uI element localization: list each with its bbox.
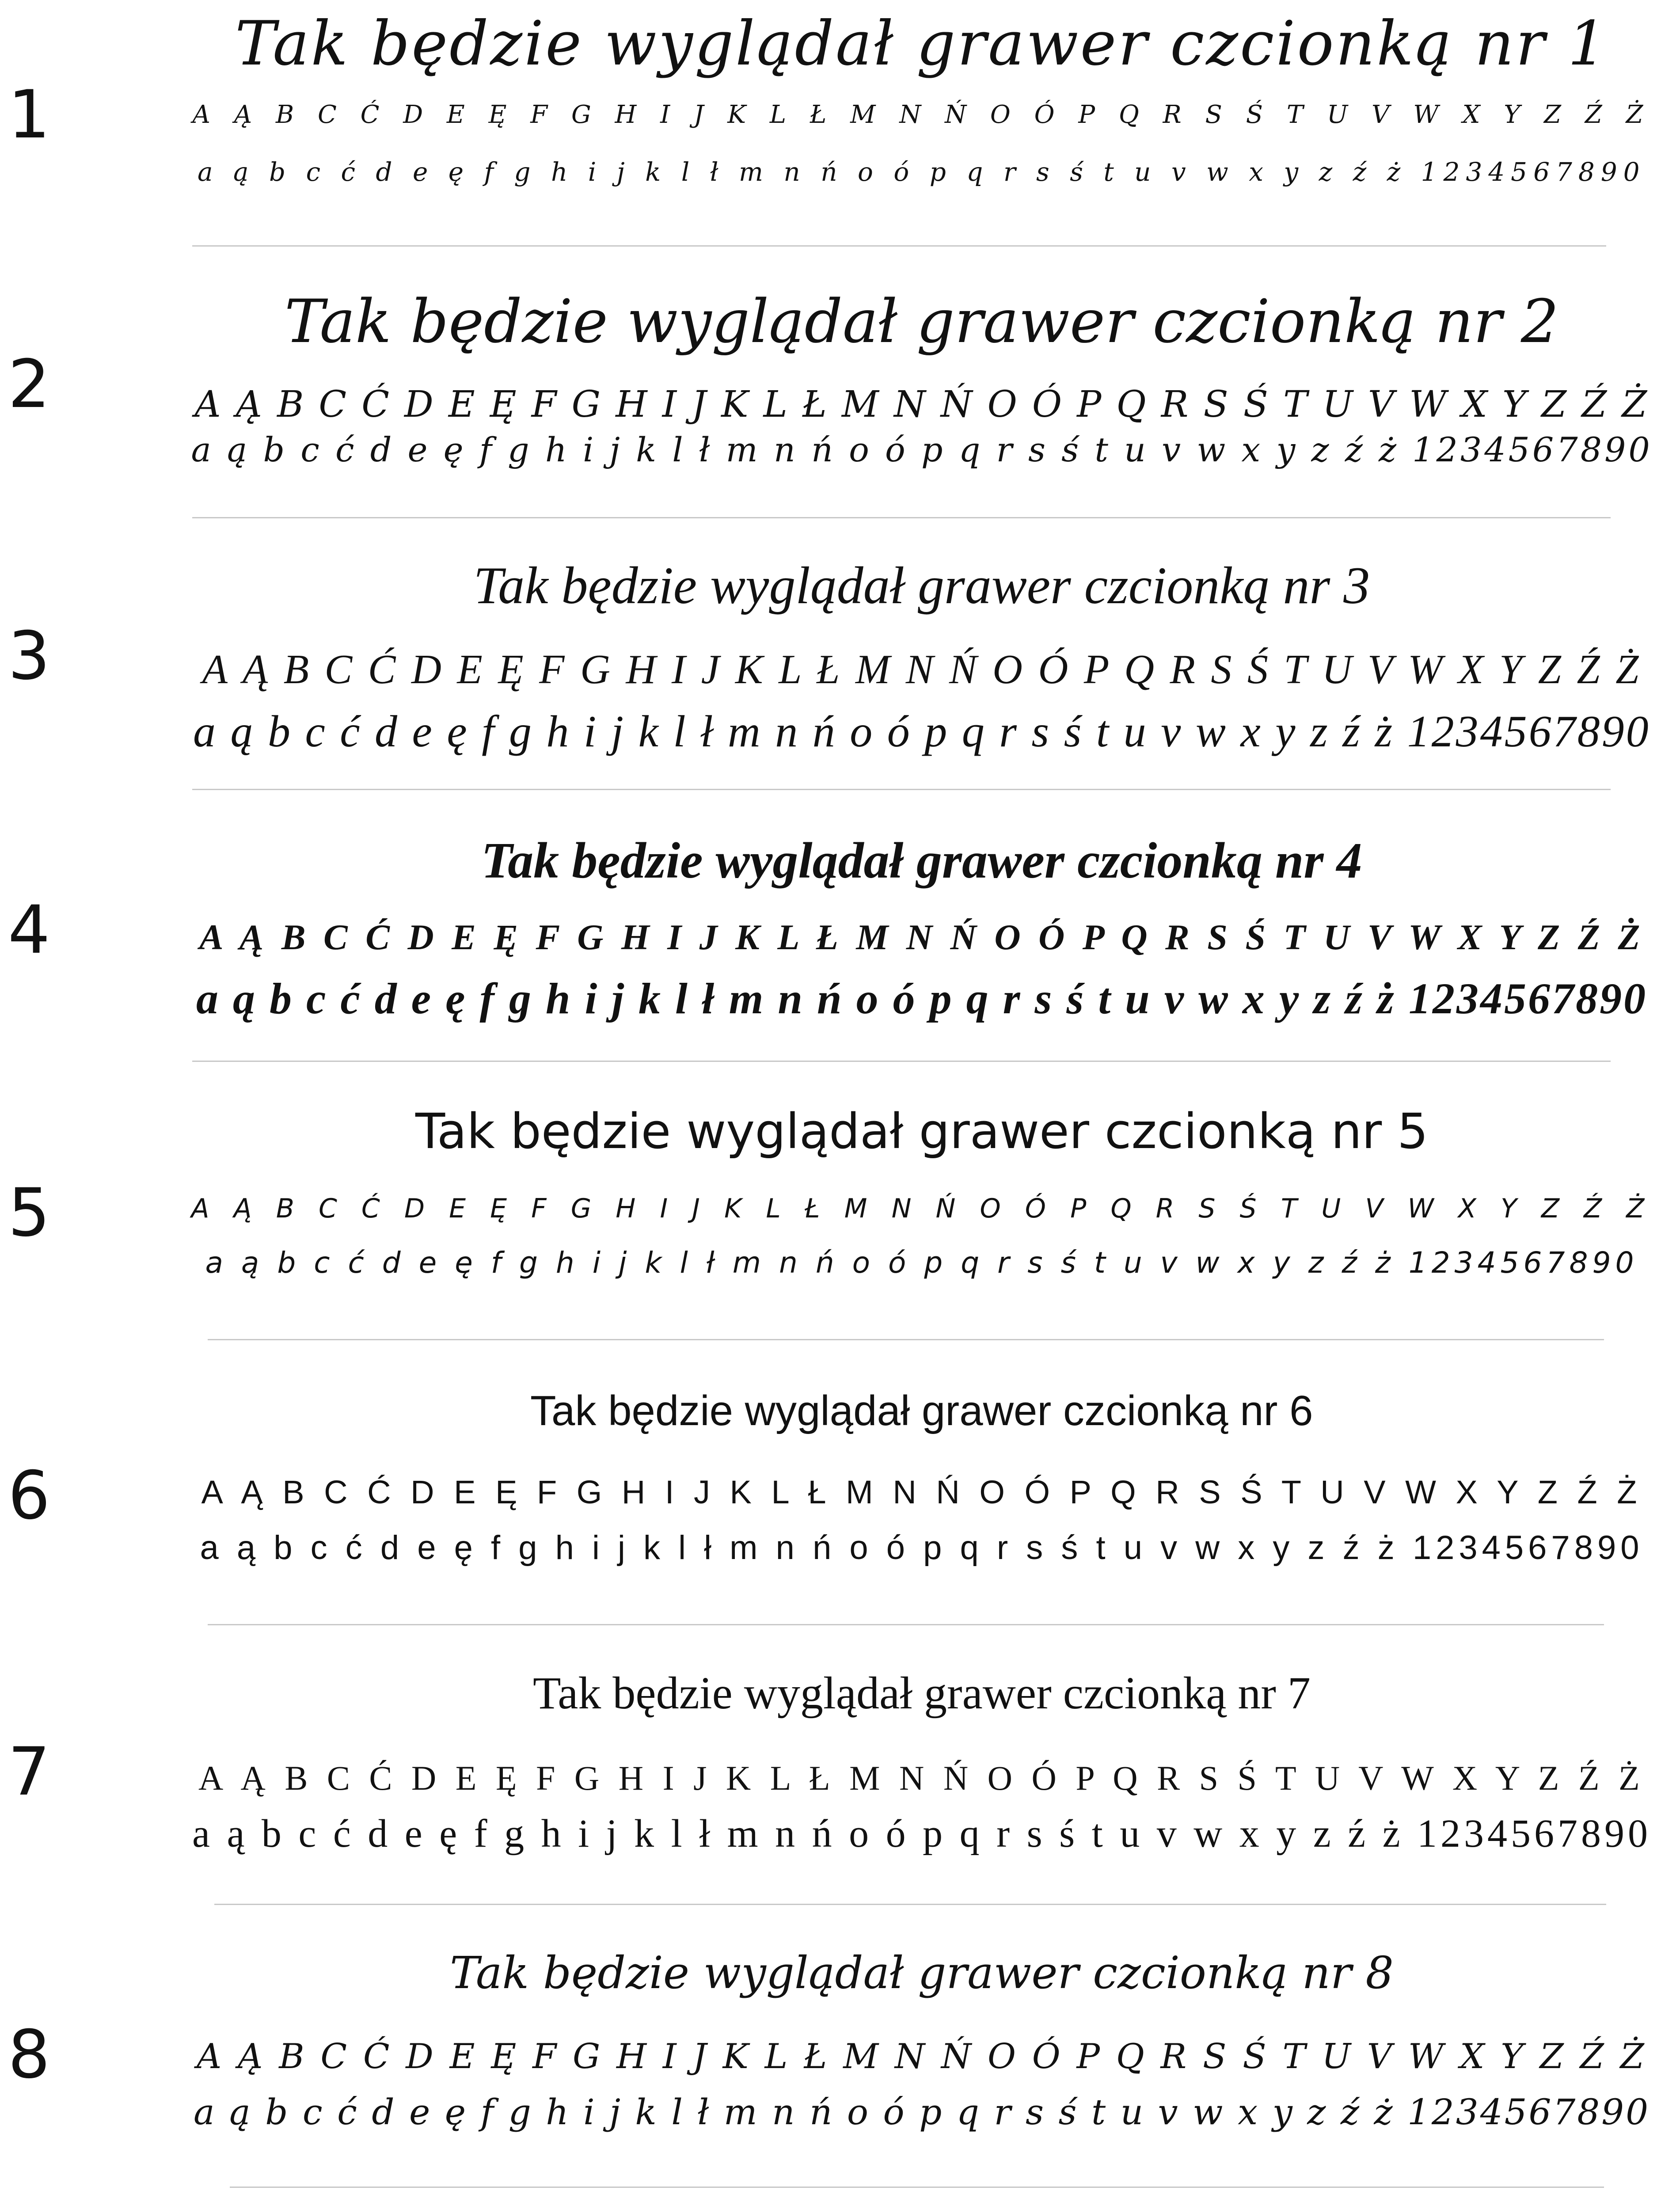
lowercase-alphabet-digits: a ą b c ć d e ę f g h i j k l ł m n ń o ó p q r s ś t u v w x y z ź ż 1234567890 xyxy=(194,2092,1650,2133)
lowercase-alphabet-digits: a ą b c ć d e ę f g h i j k l ł m n ń o ó p q r s ś t u v w x y z ź ż 1234567890 xyxy=(193,707,1650,757)
uppercase-alphabet: A Ą B C Ć D E Ę F G H I J K L Ł M N Ń O Ó P Q R S Ś T U V W X Y Z Ź Ż xyxy=(194,384,1649,426)
lowercase-alphabet-digits: a ą b c ć d e ę f g h i j k l ł m n ń o ó p q r s ś t u v w x y z ź ż 1234567890 xyxy=(205,1246,1638,1280)
uppercase-alphabet: A Ą B C Ć D E Ę F G H I J K L Ł M N Ń O Ó P Q R S Ś T U V W X Y Z Ź Ż xyxy=(199,917,1645,957)
divider xyxy=(214,1904,1606,1905)
divider xyxy=(208,1624,1604,1625)
sample-title: Tak będzie wyglądał grawer czcionką nr 7 xyxy=(533,1668,1311,1719)
uppercase-alphabet: A Ą B C Ć D E Ę F G H I J K L Ł M N Ń O Ó P Q R S Ś T U V W X Y Z Ź Ż xyxy=(191,1193,1653,1224)
lowercase-alphabet-digits: a ą b c ć d e ę f g h i j k l ł m n ń o ó p q r s ś t u v w x y z ź ż 1234567890 xyxy=(196,974,1647,1023)
sample-title: Tak będzie wyglądał grawer czcionką nr 1 xyxy=(235,8,1608,79)
sample-title: Tak będzie wyglądał grawer czcionką nr 8 xyxy=(450,1947,1394,1999)
sample-title: Tak będzie wyglądał grawer czcionką nr 4 xyxy=(481,833,1362,889)
font-number: 5 xyxy=(8,1175,50,1251)
divider xyxy=(230,2187,1604,2188)
font-sample-6 xyxy=(0,1381,1680,1637)
font-sample-2 xyxy=(0,274,1680,526)
sample-title: Tak będzie wyglądał grawer czcionką nr 3 xyxy=(473,556,1370,615)
sample-title: Tak będzie wyglądał grawer czcionką nr 2 xyxy=(285,287,1559,356)
uppercase-alphabet: A Ą B C Ć D E Ę F G H I J K L Ł M N Ń O Ó P Q R S Ś T U V W X Y Z Ź Ż xyxy=(198,1759,1645,1797)
divider xyxy=(192,789,1611,790)
uppercase-alphabet: A Ą B C Ć D E Ę F G H I J K L Ł M N Ń O Ó P Q R S Ś T U V W X Y Z Ź Ż xyxy=(197,2037,1647,2076)
sample-title: Tak będzie wyglądał grawer czcionką nr 5 xyxy=(415,1103,1429,1160)
font-number: 3 xyxy=(8,618,50,695)
font-number: 2 xyxy=(8,346,50,423)
font-number: 1 xyxy=(8,76,50,153)
font-number: 7 xyxy=(8,1734,50,1810)
font-sample-8 xyxy=(0,1942,1680,2202)
font-sample-4 xyxy=(0,824,1680,1076)
font-sample-1 xyxy=(0,0,1680,252)
font-number: 6 xyxy=(8,1457,50,1534)
font-sample-3 xyxy=(0,548,1680,800)
uppercase-alphabet: A Ą B C Ć D E Ę F G H I J K L Ł M N Ń O Ó P Q R S Ś T U V W X Y Z Ź Ż xyxy=(192,100,1651,129)
divider xyxy=(192,517,1611,518)
uppercase-alphabet: A Ą B C Ć D E Ę F G H I J K L Ł M N Ń O Ó P Q R S Ś T U V W X Y Z Ź Ż xyxy=(202,647,1642,692)
divider xyxy=(208,1339,1604,1340)
font-sample-5 xyxy=(0,1098,1680,1354)
sample-title: Tak będzie wyglądał grawer czcionką nr 6 xyxy=(530,1387,1313,1434)
font-sample-7 xyxy=(0,1662,1680,1918)
font-number: 4 xyxy=(8,892,50,969)
divider xyxy=(192,245,1606,247)
divider xyxy=(192,1061,1611,1062)
lowercase-alphabet-digits: a ą b c ć d e ę f g h i j k l ł m n ń o ó p q r s ś t u v w x y z ź ż 1234567890 xyxy=(191,430,1653,469)
lowercase-alphabet-digits: a ą b c ć d e ę f g h i j k l ł m n ń o ó p q r s ś t u v w x y z ź ż 1234567890 xyxy=(198,157,1646,187)
font-number: 8 xyxy=(8,2016,50,2093)
uppercase-alphabet: A Ą B C Ć D E Ę F G H I J K L Ł M N Ń O Ó P Q R S Ś T U V W X Y Z Ź Ż xyxy=(201,1474,1642,1510)
lowercase-alphabet-digits: a ą b c ć d e ę f g h i j k l ł m n ń o ó p q r s ś t u v w x y z ź ż 1234567890 xyxy=(192,1812,1652,1856)
lowercase-alphabet-digits: a ą b c ć d e ę f g h i j k l ł m n ń o ó p q r s ś t u v w x y z ź ż 1234567890 xyxy=(200,1529,1644,1567)
